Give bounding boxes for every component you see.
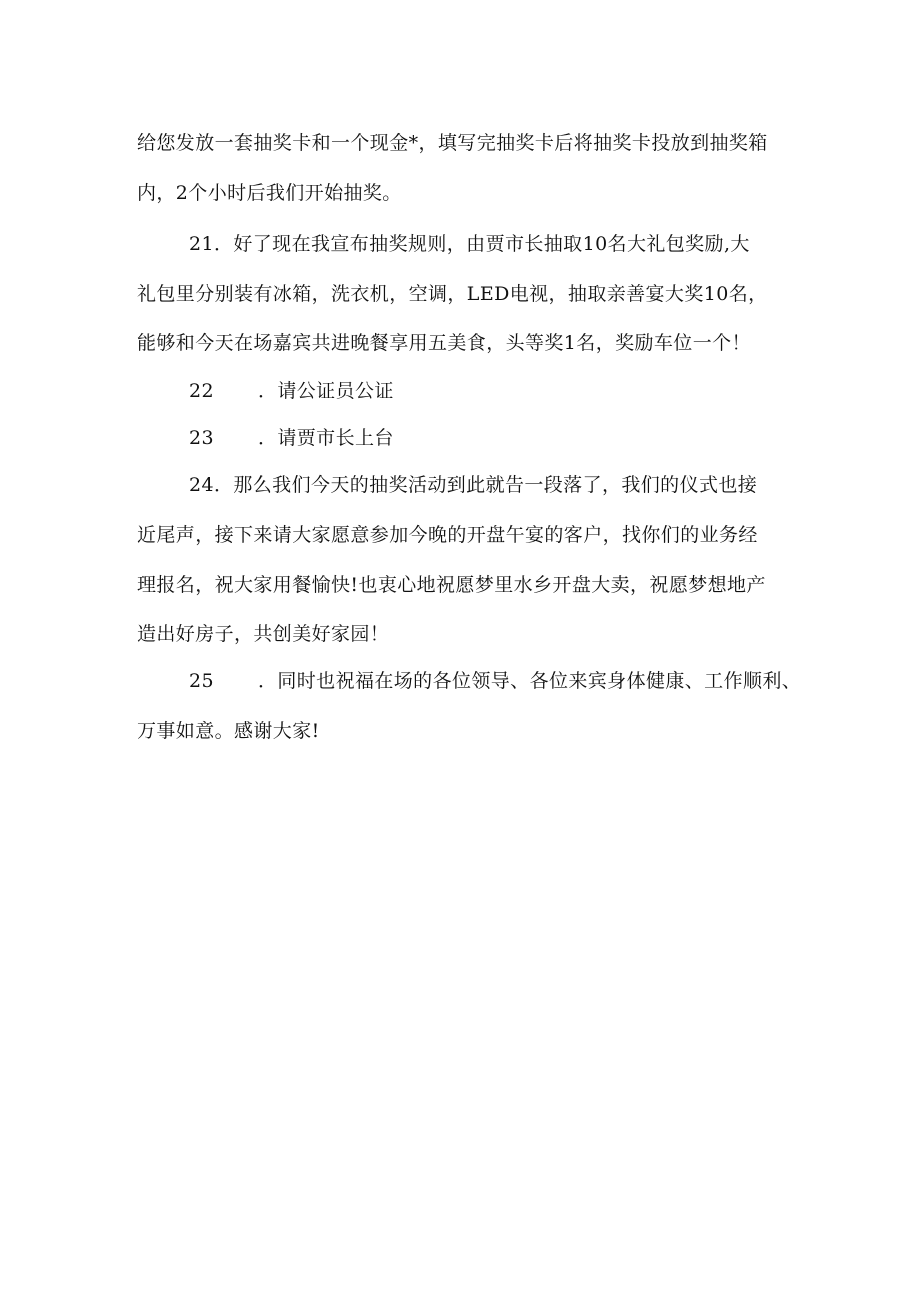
list-item	[189, 425, 394, 451]
item-text: ．同时也祝福在场的各位领导、各位来宾身体健康、工作顺利、	[257, 670, 802, 692]
paragraph-line: 21．好了现在我宣布抽奖规则，由贾市长抽取10名大礼包奖励,大	[189, 233, 750, 255]
item-number: 23	[189, 427, 214, 449]
paragraph-line: 近尾声，接下来请大家愿意参加今晚的开盘午宴的客户，找你们的业务经	[137, 524, 758, 546]
paragraph-line: 礼包里分别装有冰箱，洗衣机，空调，LED电视，抽取亲善宴大奖10名，	[137, 283, 768, 305]
paragraph-line: 造出好房子，共创美好家园！	[137, 623, 390, 645]
item-number: 25	[189, 670, 214, 692]
paragraph-line: 理报名，祝大家用餐愉快!也衷心地祝愿梦里水乡开盘大卖，祝愿梦想地产	[137, 574, 766, 596]
paragraph-line: 万事如意。感谢大家!	[137, 720, 320, 742]
paragraph-line: 给您发放一套抽奖卡和一个现金*，填写完抽奖卡后将抽奖卡投放到抽奖箱	[137, 132, 768, 154]
paragraph-line: 24．那么我们今天的抽奖活动到此就告一段落了，我们的仪式也接	[189, 474, 758, 496]
item-text: ．请公证员公证	[257, 380, 394, 402]
item-number: 22	[189, 380, 214, 402]
paragraph-line: 内，2个小时后我们开始抽奖。	[137, 182, 402, 204]
list-item	[189, 378, 394, 404]
list-item	[189, 668, 801, 694]
item-text: ．请贾市长上台	[257, 427, 394, 449]
paragraph-line: 能够和今天在场嘉宾共进晚餐享用五美食，头等奖1名，奖励车位一个！	[137, 332, 751, 354]
